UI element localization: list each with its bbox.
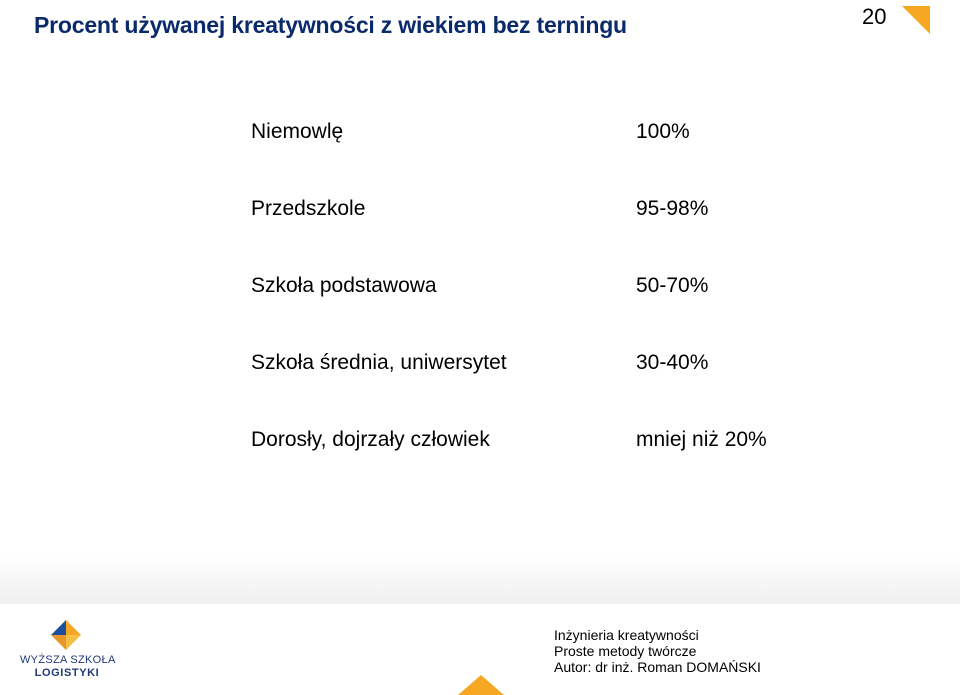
list-item [251, 120, 851, 150]
author-line: Autor: dr inż. Roman DOMAŃSKI [554, 659, 761, 675]
slide-title: Procent używanej kreatywności z wiekiem bez terningu [34, 12, 627, 38]
school-logo [20, 618, 120, 682]
age-label: Niemowlę [251, 120, 344, 143]
percent-value: 50-70% [636, 274, 709, 297]
bottom-triangle-icon [458, 675, 504, 695]
footer-shadow [0, 555, 960, 605]
percent-value: 95-98% [636, 197, 709, 220]
list-item [251, 197, 851, 227]
list-item [251, 274, 851, 304]
percent-value: 30-40% [636, 351, 709, 374]
age-label: Dorosły, dojrzały człowiek [251, 428, 490, 451]
logo-text-line1: WYŻSZA SZKOŁA [20, 654, 116, 666]
percent-value: 100% [636, 120, 690, 143]
school-logo-icon [48, 618, 84, 652]
percent-value: mniej niż 20% [636, 428, 767, 451]
course-title: Inżynieria kreatywności [554, 627, 699, 643]
list-item [251, 428, 851, 458]
course-subtitle: Proste metody twórcze [554, 643, 697, 659]
footer-credits [554, 627, 761, 675]
age-label: Szkoła średnia, uniwersytet [251, 351, 507, 374]
age-label: Szkoła podstawowa [251, 274, 437, 297]
age-label: Przedszkole [251, 197, 366, 220]
page-number: 20 [862, 4, 887, 29]
corner-triangle-icon [902, 6, 930, 34]
age-creativity-list [251, 0, 851, 470]
logo-text-line2: LOGISTYKI [34, 667, 100, 679]
list-item [251, 351, 851, 381]
